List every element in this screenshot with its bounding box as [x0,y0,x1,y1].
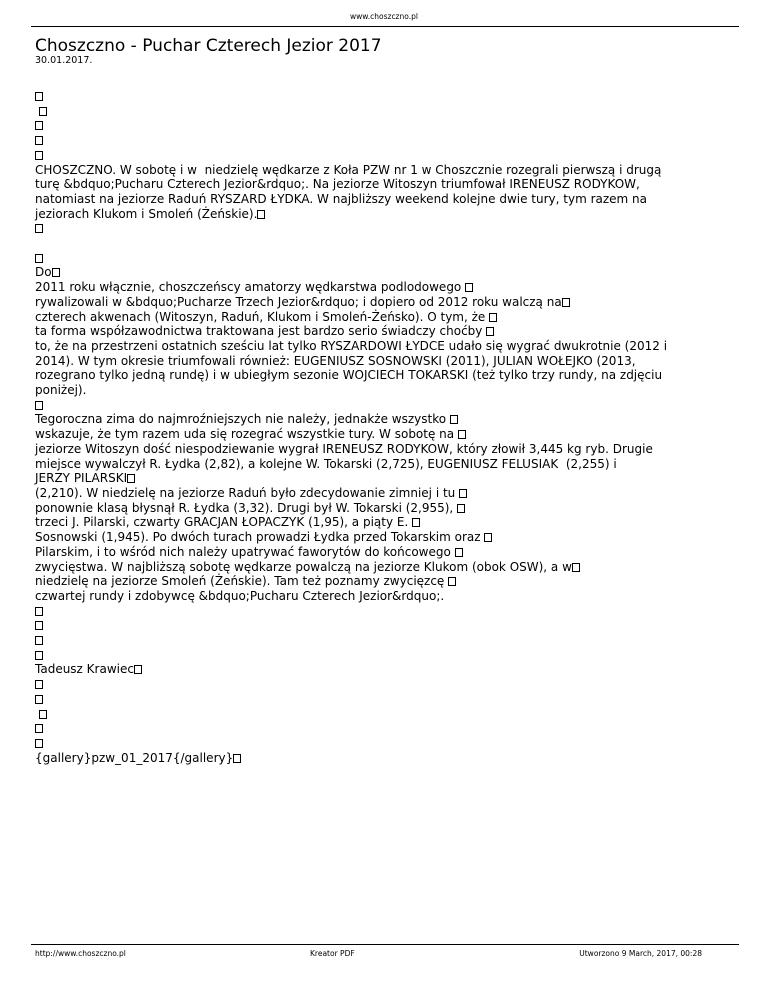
article-line [35,339,735,354]
missing-glyph-box-icon [35,607,43,616]
article-line-text: Tegoroczna zima do najmroźniejszych nie należy, jednakże wszystko [35,412,450,427]
article-line [35,662,735,677]
article-line [35,648,735,663]
missing-glyph-box-icon [35,695,43,704]
article-line [35,427,735,442]
missing-glyph-box-icon [257,210,265,219]
missing-glyph-box-icon [465,283,473,292]
article-line [35,412,735,427]
missing-glyph-box-icon [484,533,492,542]
article-line [35,545,735,560]
missing-glyph-box-icon [489,313,497,322]
article-line [35,207,735,222]
article-line [35,633,735,648]
article-body [35,89,735,765]
article-line-text: 2011 roku włącznie, choszczeńscy amatorzy wędkarstwa podlodowego [35,280,466,295]
missing-glyph-box-icon [127,474,135,483]
missing-glyph-box-icon [450,415,458,424]
footer-created: Utworzono 9 March, 2017, 00:28 [579,949,702,958]
footer-divider [31,944,739,945]
article-line-text: Do [35,265,52,280]
article-line [35,324,735,339]
article-line [35,118,735,133]
article-line-text: JERZY PILARSKI [35,471,128,486]
article-line-text: rozegrano tylko jedną rundę) i w ubiegłym sezonie WOJCIECH TOKARSKI (też tylko trzy rundy, na zdjęciu [35,368,663,383]
article-line-text: 2014). W tym okresie triumfowali również: EUGENIUSZ SOSNOWSKI (2011), JULIAN WOŁEJKO (2013, [35,353,636,368]
missing-glyph-box-icon [35,724,43,733]
article-line [35,236,735,251]
article-line-text: rywalizowali w &bdquo;Pucharze Trzech Jezior&rdquo; i dopiero od 2012 roku walczą na [35,294,562,309]
missing-glyph-box-icon [35,151,43,160]
footer-url: http://www.choszczno.pl [35,949,126,958]
article-line-text: (2,210). W niedzielę na jeziorze Raduń było zdecydowanie zimniej i tu [35,485,460,500]
article-line [35,295,735,310]
article-line-text: {gallery}pzw_01_2017{/gallery} [35,750,234,765]
missing-glyph-box-icon [562,298,570,307]
article-line [35,251,735,266]
article-date: 30.01.2017. [35,55,93,66]
article-line [35,383,735,398]
article-line [35,177,735,192]
article-line [35,618,735,633]
article-line [35,265,735,280]
article-line-text: turę &bdquo;Pucharu Czterech Jezior&rdquo;. Na jeziorze Witoszyn triumfował IRENEUSZ RODYKOW, [35,177,640,192]
article-line [35,751,735,766]
article-line [35,89,735,104]
article-line [35,515,735,530]
article-line [35,133,735,148]
missing-glyph-box-icon [457,504,465,513]
article-line [35,692,735,707]
missing-glyph-box-icon [39,107,47,116]
missing-glyph-box-icon [52,268,60,277]
missing-glyph-box-icon [458,430,466,439]
missing-glyph-box-icon [455,548,463,557]
article-line-text: czterech akwenach (Witoszyn, Raduń, Klukom i Smoleń-Żeńsko). O tym, że [35,309,490,324]
article-line [35,398,735,413]
article-line [35,368,735,383]
article-line [35,736,735,751]
article-line [35,501,735,516]
missing-glyph-box-icon [35,121,43,130]
header-divider [31,26,739,27]
footer-generator: Kreator PDF [310,949,355,958]
article-line [35,574,735,589]
article-line [35,192,735,207]
article-line-text: miejsce wywalczył R. Łydka (2,82), a kolejne W. Tokarski (2,725), EUGENIUSZ FELUSIAK (2,255) i [35,456,617,471]
article-line-text: Tadeusz Krawiec [35,662,134,677]
missing-glyph-box-icon [35,136,43,145]
article-line [35,471,735,486]
article-line-text: ta forma współzawodnictwa traktowana jest bardzo serio świadczy choćby [35,324,487,339]
article-line-text: jeziorze Witoszyn dość niespodziewanie wygrał IRENEUSZ RODYKOW, który złowił 3,445 kg ryb. Drugie [35,441,653,456]
article-line [35,677,735,692]
article-line-text: wskazuje, że tym razem uda się rozegrać wszystkie tury. W sobotę na [35,427,458,442]
missing-glyph-box-icon [35,636,43,645]
article-line [35,280,735,295]
missing-glyph-box-icon [233,754,241,763]
article-line-text: to, że na przestrzeni ostatnich sześciu lat tylko RYSZARDOWI ŁYDCE udało się wygrać dwukrotnie (2012 i [35,338,668,353]
missing-glyph-box-icon [134,665,142,674]
article-line-text: Sosnowski (1,945). Po dwóch turach prowadzi Łydka przed Tokarskim oraz [35,530,485,545]
missing-glyph-box-icon [39,710,47,719]
header-site-url: www.choszczno.pl [350,12,418,21]
missing-glyph-box-icon [35,92,43,101]
missing-glyph-box-icon [486,327,494,336]
article-line [35,486,735,501]
article-line-text: zwycięstwa. W najbliższą sobotę wędkarze powalczą na jeziorze Klukom (obok OSW), a w [35,559,572,574]
article-title: Choszczno - Puchar Czterech Jezior 2017 [35,36,382,56]
article-line-text: ponownie klasą błysnął R. Łydka (3,32). Drugi był W. Tokarski (2,955), [35,500,458,515]
missing-glyph-box-icon [35,621,43,630]
missing-glyph-box-icon [35,739,43,748]
article-line [35,457,735,472]
article-line-text: czwartej rundy i zdobywcę &bdquo;Pucharu Czterech Jezior&rdquo;. [35,588,445,603]
article-line [35,530,735,545]
article-line [35,104,735,119]
article-line-text: niedzielę na jeziorze Smoleń (Żeńskie). Tam też poznamy zwycięzcę [35,574,449,589]
missing-glyph-box-icon [459,489,467,498]
missing-glyph-box-icon [448,577,456,586]
article-line [35,163,735,178]
article-line-text: natomiast na jeziorze Raduń RYSZARD ŁYDKA. W najbliższy weekend kolejne dwie tury, tym razem na [35,191,647,206]
article-line [35,707,735,722]
article-line [35,354,735,369]
article-line-text: poniżej). [35,383,87,398]
article-line [35,721,735,736]
missing-glyph-box-icon [35,651,43,660]
article-line [35,560,735,575]
article-line [35,442,735,457]
article-line-text: jeziorach Klukom i Smoleń (Żeńskie). [35,206,258,221]
article-line [35,604,735,619]
missing-glyph-box-icon [35,224,43,233]
missing-glyph-box-icon [35,680,43,689]
article-line-text: CHOSZCZNO. W sobotę i w niedzielę wędkarze z Koła PZW nr 1 w Choszcznie rozegrali pierwszą i drugą [35,162,662,177]
article-line-text: Pilarskim, i to wśród nich należy upatrywać faworytów do końcowego [35,544,455,559]
article-line [35,148,735,163]
missing-glyph-box-icon [35,401,43,410]
article-line [35,310,735,325]
article-line [35,221,735,236]
article-line [35,589,735,604]
missing-glyph-box-icon [35,254,43,263]
article-line-text: trzeci J. Pilarski, czwarty GRACJAN ŁOPACZYK (1,95), a piąty E. [35,515,413,530]
missing-glyph-box-icon [572,563,580,572]
missing-glyph-box-icon [412,518,420,527]
